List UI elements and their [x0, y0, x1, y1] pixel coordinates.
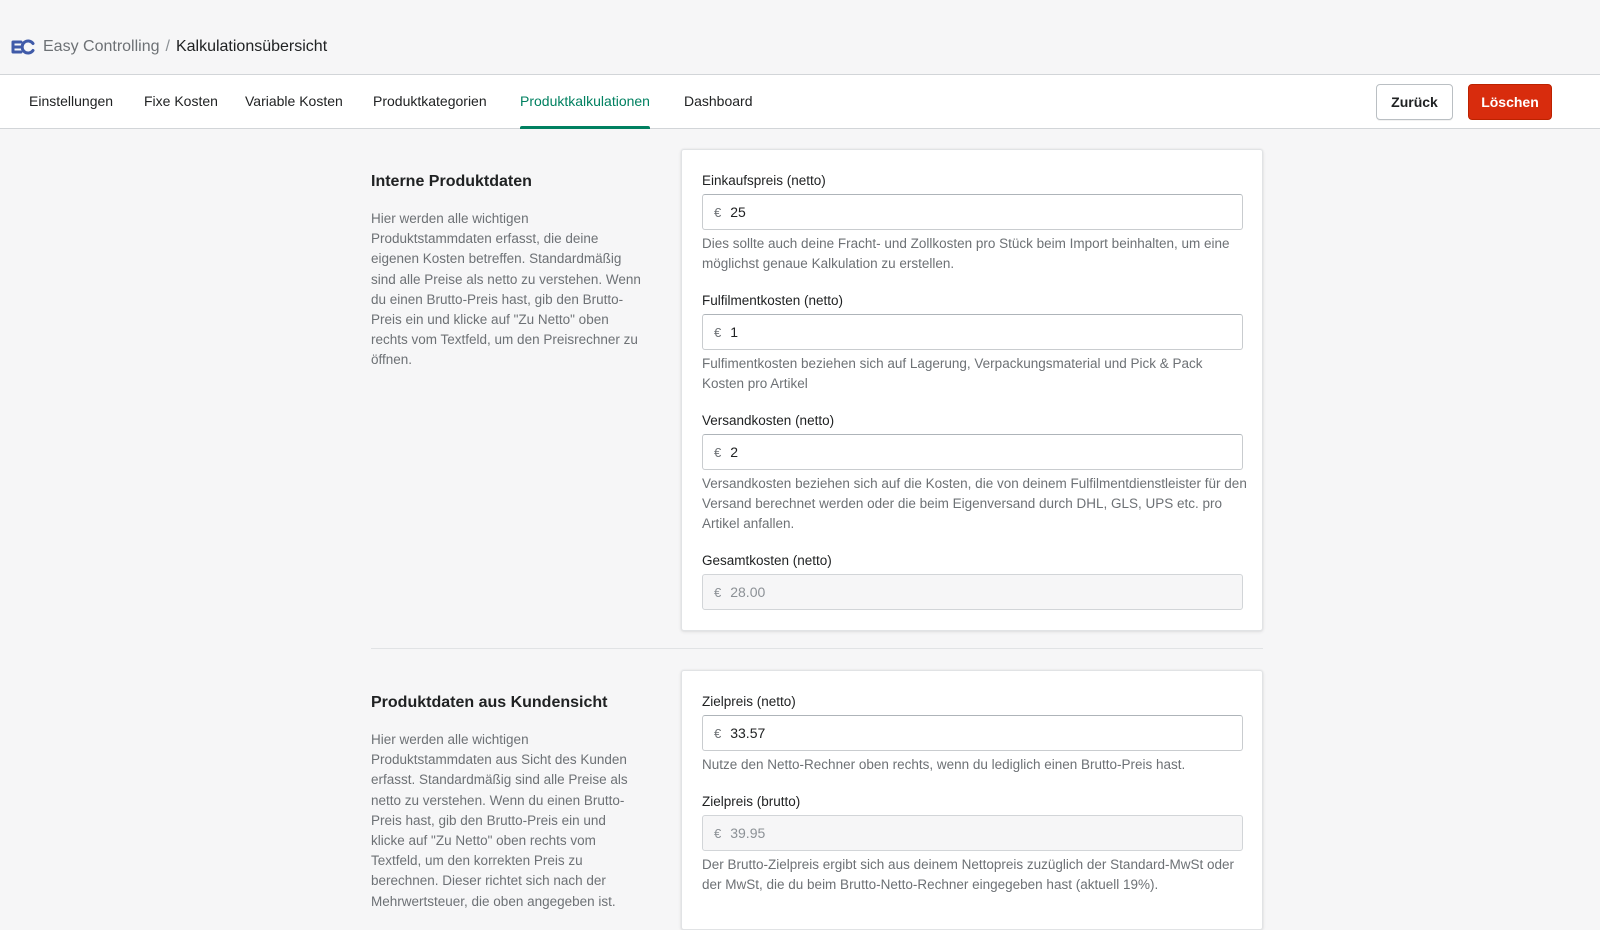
- tab-variable-kosten[interactable]: Variable Kosten: [245, 93, 343, 109]
- zielpreis-netto-value[interactable]: 33.57: [730, 725, 766, 741]
- euro-prefix: €: [714, 324, 722, 340]
- zielpreis-brutto-input: [702, 815, 1243, 851]
- gesamtkosten-input: [702, 574, 1243, 610]
- label-zielpreis-netto: Zielpreis (netto): [702, 694, 796, 709]
- help-fulfilmentkosten: Fulfimentkosten beziehen sich auf Lagerung, Verpackungsmaterial und Pick & Pack Kosten pro Artikel: [702, 356, 1203, 392]
- tab-produktkalkulationen[interactable]: Produktkalkulationen: [520, 75, 650, 128]
- breadcrumb-app[interactable]: Easy Controlling: [43, 38, 160, 55]
- label-versandkosten: Versandkosten (netto): [702, 413, 835, 428]
- label-fulfilmentkosten: Fulfilmentkosten (netto): [702, 293, 844, 308]
- fulfilmentkosten-value[interactable]: 1: [730, 324, 739, 340]
- euro-prefix: €: [714, 204, 722, 220]
- breadcrumb-separator: /: [165, 38, 170, 55]
- einkaufspreis-value[interactable]: 25: [730, 204, 746, 220]
- versandkosten-input[interactable]: [702, 434, 1243, 470]
- section-description-interne-produktdaten: Hier werden alle wichtigen Produktstammdaten erfasst, die deine eigenen Kosten betreffen. Standardmäßig sind alle Preise als netto zu verstehen. Wenn du einen Brutto-Preis hast, gib den Brutto-Preis ein und klicke auf "Zu Netto" oben rechts vom Textfeld, um den Preisrechner zu öffnen.: [371, 211, 641, 368]
- label-zielpreis-brutto: Zielpreis (brutto): [702, 794, 801, 809]
- fulfilmentkosten-input[interactable]: [702, 314, 1243, 350]
- euro-prefix: €: [714, 725, 722, 741]
- label-gesamtkosten: Gesamtkosten (netto): [702, 553, 832, 568]
- page-title: Kalkulationsübersicht: [175, 38, 328, 55]
- section-divider: [371, 648, 1263, 649]
- delete-button[interactable]: Löschen: [1468, 84, 1552, 120]
- nav-bar: [0, 75, 1600, 129]
- section-title-interne-produktdaten: Interne Produktdaten: [371, 173, 532, 190]
- euro-prefix: €: [714, 825, 722, 841]
- tab-produktkategorien[interactable]: Produktkategorien: [373, 93, 487, 109]
- help-einkaufspreis: Dies sollte auch deine Fracht- und Zollkosten pro Stück beim Import beinhalten, um eine möglichst genaue Kalkulation zu erstellen.: [702, 236, 1230, 272]
- tab-fixe-kosten[interactable]: Fixe Kosten: [144, 93, 218, 109]
- einkaufspreis-input[interactable]: [702, 194, 1243, 230]
- tab-einstellungen[interactable]: Einstellungen: [29, 93, 114, 109]
- help-versandkosten: Versandkosten beziehen sich auf die Kosten, die von deinem Fulfilmentdienstleister für den Versand berechnet werden oder die beim Eigenversand durch DHL, GLS, UPS etc. pro Artikel anfallen.: [702, 476, 1247, 532]
- back-button[interactable]: Zurück: [1376, 84, 1453, 120]
- help-zielpreis-brutto: Der Brutto-Zielpreis ergibt sich aus deinem Nettopreis zuzüglich der Standard-MwSt oder der MwSt, die du beim Brutto-Netto-Rechner eingegeben hast (aktuell 19%).: [702, 857, 1234, 893]
- card-interne-produktdaten: [681, 149, 1263, 631]
- zielpreis-netto-input[interactable]: [702, 715, 1243, 751]
- versandkosten-value[interactable]: 2: [730, 444, 739, 460]
- section-description-kundensicht: Hier werden alle wichtigen Produktstammdaten aus Sicht des Kunden erfasst. Standardmäßig sind alle Preise als netto zu verstehen. Wenn du einen Brutto-Preis hast, gib den Brutto-Preis ein und klicke auf "Zu Netto" oben rechts vom Textfeld, um den korrekten Preis zu berechnen. Dieser richtet sich nach der Mehrwertsteuer, die oben angegeben ist.: [371, 732, 628, 909]
- section-title-kundensicht: Produktdaten aus Kundensicht: [371, 694, 608, 711]
- breadcrumb: [11, 36, 327, 58]
- euro-prefix: €: [714, 444, 722, 460]
- ec-logo-icon[interactable]: [11, 39, 35, 55]
- tab-dashboard[interactable]: Dashboard: [684, 93, 753, 109]
- euro-prefix: €: [714, 584, 722, 600]
- top-bar: [0, 0, 1600, 75]
- gesamtkosten-value: 28.00: [730, 584, 766, 600]
- help-zielpreis-netto: Nutze den Netto-Rechner oben rechts, wenn du lediglich einen Brutto-Preis hast.: [702, 757, 1186, 772]
- label-einkaufspreis: Einkaufspreis (netto): [702, 173, 826, 188]
- zielpreis-brutto-value: 39.95: [730, 825, 766, 841]
- card-kundensicht: [681, 670, 1263, 930]
